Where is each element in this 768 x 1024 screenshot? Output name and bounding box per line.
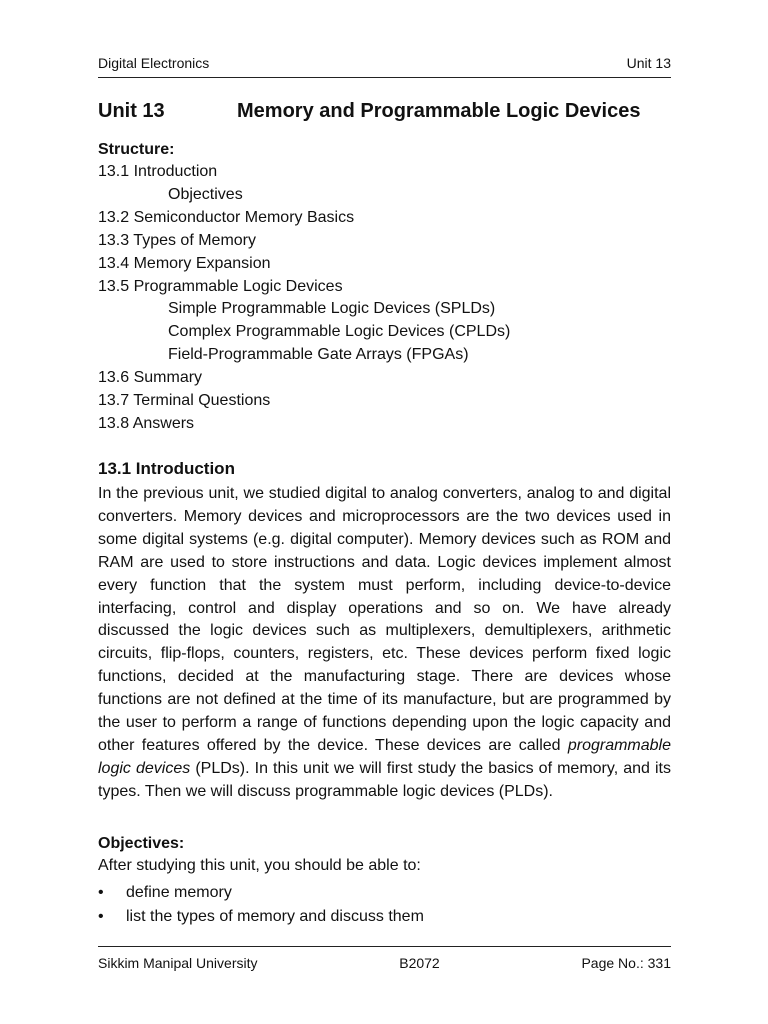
objective-text: list the types of memory and discuss them: [126, 908, 424, 925]
toc-subitem: Simple Programmable Logic Devices (SPLDs): [168, 300, 496, 318]
structure-list: [98, 161, 510, 436]
footer-course-code: B2072: [399, 955, 440, 971]
structure-heading: Structure:: [98, 141, 175, 158]
intro-italic-term: programmable logic devices: [98, 736, 671, 777]
toc-item: 13.8 Answers: [98, 414, 195, 432]
intro-text-part-1: In the previous unit, we studied digital to analog converters, analog to and digital converters. Memory devices and microprocessors are the two devices used in some digital systems (e.g. digital computer). Memory devices such as ROM and RAM are used to store instructions and data. Logic devices implement almost every function that the system must perform, including device-to-device interfacing, control and display operations and so on. We have already discussed the logic devices such as multiplexers, demultiplexers, arithmetic circuits, flip-flops, counters, registers, etc. These devices perform fixed logic functions, decided at the manufacturing stage. There are devices whose functions are not defined at the time of its manufacture, but are programmed by the user to perform a range of functions depending upon the logic capacity and other features offered by the device. These devices are called: [98, 485, 671, 754]
document-page: [98, 0, 671, 1024]
bullet-icon: •: [98, 908, 104, 925]
list-item: [98, 881, 424, 905]
header-course-title: Digital Electronics: [98, 55, 210, 71]
running-footer: [98, 953, 671, 973]
intro-text-part-2: (PLDs). In this unit we will first study the basics of memory, and its types. Then we will discuss programmable logic devices (PLDs).: [98, 759, 672, 800]
toc-item: 13.2 Semiconductor Memory Basics: [98, 208, 355, 226]
toc-item: 13.5 Programmable Logic Devices: [98, 277, 343, 295]
objectives-list: [98, 881, 424, 929]
toc-item: 13.6 Summary: [98, 369, 203, 387]
footer-page-number: Page No.: 331: [581, 955, 671, 971]
introduction-heading: 13.1 Introduction: [98, 459, 235, 478]
toc-item: 13.1 Introduction: [98, 163, 218, 180]
toc-subitem: Field-Programmable Gate Arrays (FPGAs): [168, 346, 469, 364]
unit-title-text: Memory and Programmable Logic Devices: [237, 100, 641, 122]
unit-number: Unit 13: [98, 100, 165, 122]
footer-university: Sikkim Manipal University: [98, 955, 258, 971]
toc-item: 13.4 Memory Expansion: [98, 254, 271, 272]
toc-item: 13.3 Types of Memory: [98, 231, 256, 249]
page-title: [98, 100, 671, 123]
objective-text: define memory: [126, 884, 232, 901]
footer-divider: [98, 946, 671, 947]
introduction-paragraph: [98, 483, 671, 804]
objectives-heading: Objectives:: [98, 835, 185, 852]
toc-item: 13.7 Terminal Questions: [98, 392, 271, 410]
header-divider: [98, 77, 671, 78]
header-unit-label: Unit 13: [626, 55, 671, 71]
bullet-icon: •: [98, 884, 104, 901]
toc-subitem: Objectives: [168, 185, 243, 203]
objectives-lead: After studying this unit, you should be able to:: [98, 857, 421, 874]
toc-subitem: Complex Programmable Logic Devices (CPLDs): [168, 323, 511, 341]
list-item: [98, 905, 424, 929]
running-header: [98, 53, 671, 73]
